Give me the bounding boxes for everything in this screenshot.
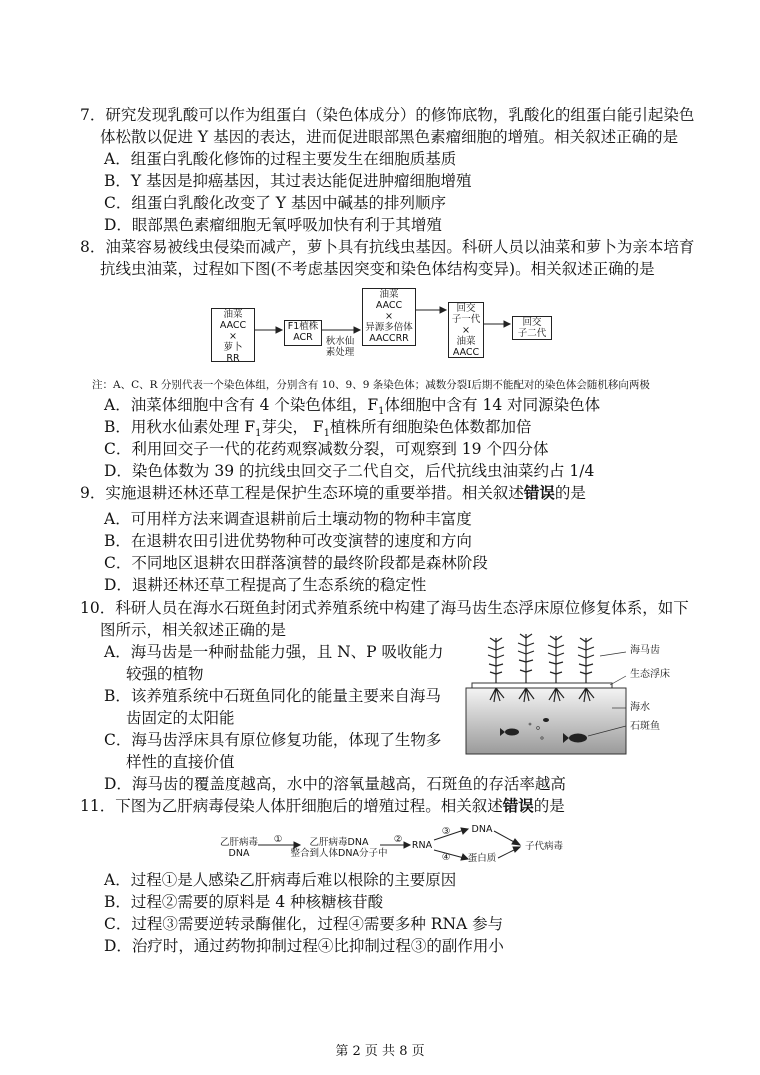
hbv-dna-node: 乙肝病毒 DNA xyxy=(219,837,258,859)
question-11-stem: 11．下图为乙肝病毒侵染人体肝细胞后的增殖过程。相关叙述错误的是 xyxy=(80,796,565,815)
question-7-option-d: D．眼部黑色素瘤细胞无氧呼吸加快有利于其增殖 xyxy=(104,216,442,234)
question-11-option-b: B．过程②需要的原料是 4 种核糖核苷酸 xyxy=(104,893,384,911)
question-8-option-d: D．染色体数为 39 的抗线虫回交子二代自交，后代抗线虫油菜约占 1/4 xyxy=(104,462,595,480)
label-seawater: 海水 xyxy=(630,702,650,713)
process-4-label: ④ xyxy=(441,852,451,863)
process-3-label: ③ xyxy=(441,826,451,837)
question-9-option-b: B．在退耕农田引进优势物种可改变演替的速度和方向 xyxy=(104,532,472,550)
question-7-stem: 7．研究发现乳酸可以作为组蛋白（染色体成分）的修饰底物，乳酸化的组蛋白能引起染色 体松散以促进 Y 基因的表达，进而促进眼部黑色素瘤细胞的增殖。相关叙述正确的是 xyxy=(80,106,695,146)
question-10-option-d: D．海马齿的覆盖度越高，水中的溶氧量越高，石斑鱼的存活率越高 xyxy=(104,775,566,793)
question-10-option-c: C．海马齿浮床具有原位修复功能，体现了生物多 样性的直接价值 xyxy=(104,731,442,771)
question-8-option-b: B．用秋水仙素处理 $F_1$芽尖， $F_1$植株所有细胞染色体数都加倍 xyxy=(104,418,532,440)
integrated-dna-node: 乙肝病毒DNA 整合到人体DNA分子中 xyxy=(290,837,388,859)
question-10-option-b: B．该养殖系统中石斑鱼同化的能量主要来自海马 齿固定的太阳能 xyxy=(104,687,441,727)
question-9-option-d: D．退耕还林还草工程提高了生态系统的稳定性 xyxy=(104,576,427,594)
question-11-option-c: C．过程③需要逆转录酶催化，过程④需要多种 RNA 参与 xyxy=(104,915,504,933)
page-footer: 第 2 页 共 8 页 xyxy=(335,1044,425,1059)
parent-rapeseed-box: 油菜 AACC × 萝卜 RR xyxy=(211,308,255,362)
protein-node: 蛋白质 xyxy=(467,853,497,864)
label-floating-bed: 生态浮床 xyxy=(630,669,670,680)
question-9-option-c: C．不同地区退耕农田群落演替的最终阶段都是森林阶段 xyxy=(104,554,488,572)
process-2-label: ② xyxy=(393,834,403,845)
dna-node: DNA xyxy=(471,824,493,835)
polyploid-box: 油菜 AACC × 异源多倍体 AACCRR xyxy=(362,288,416,346)
question-9-option-a: A．可用样方法来调查退耕前后土壤动物的物种丰富度 xyxy=(104,510,472,528)
question-8-option-a: A．油菜体细胞中含有 4 个染色体组，$F_1$体细胞中含有 14 对同源染色体 xyxy=(104,396,601,418)
f1-plant-box: F1植株 ACR xyxy=(284,320,322,346)
backcross-2-box: 回交 子二代 xyxy=(512,316,552,340)
label-sea-purslane: 海马齿 xyxy=(630,645,660,656)
question-8-option-c: C．利用回交子一代的花药观察减数分裂，可观察到 19 个四分体 xyxy=(104,440,549,458)
process-1-label: ① xyxy=(273,834,283,845)
question-10-option-a: A．海马齿是一种耐盐能力强，且 N、P 吸收能力 较强的植物 xyxy=(104,643,444,683)
progeny-virus-node: 子代病毒 xyxy=(524,841,563,852)
colchicine-treatment-label: 秋水仙 素处理 xyxy=(325,336,355,358)
question-8-stem: 8．油菜容易被线虫侵染而减产，萝卜具有抗线虫基因。科研人员以油菜和萝卜为亲本培育 抗线虫油菜，过程如下图(不考虑基因突变和染色体结构变异)。相关叙述正确的是 xyxy=(80,238,695,278)
backcross-1-box: 回交 子一代 × 油菜 AACC xyxy=(448,302,484,358)
question-7-option-b: B．Y 基因是抑癌基因，其过表达能促进肿瘤细胞增殖 xyxy=(104,172,472,190)
question-7-option-c: C．组蛋白乳酸化改变了 Y 基因中碱基的排列顺序 xyxy=(104,194,446,212)
rna-node: RNA xyxy=(411,840,433,851)
question-11-option-d: D．治疗时，通过药物抑制过程④比抑制过程③的副作用小 xyxy=(104,937,504,955)
question-10-stem: 10．科研人员在海水石斑鱼封闭式养殖系统中构建了海马齿生态浮床原位修复体系，如下 图所示，相关叙述正确的是 xyxy=(80,599,689,639)
question-11-option-a: A．过程①是人感染乙肝病毒后难以根除的主要原因 xyxy=(104,871,457,889)
question-7-option-a: A．组蛋白乳酸化修饰的过程主要发生在细胞质基质 xyxy=(104,150,457,168)
label-grouper: 石斑鱼 xyxy=(630,721,660,732)
breeding-diagram-note: 注：A、C、R 分别代表一个染色体组，分别含有 10、9、9 条染色体；减数分裂Ⅰ后期不能配对的染色体会随机移向两极 xyxy=(92,379,650,391)
question-9-stem: 9．实施退耕还林还草工程是保护生态环境的重要举措。相关叙述错误的是 xyxy=(80,483,586,502)
